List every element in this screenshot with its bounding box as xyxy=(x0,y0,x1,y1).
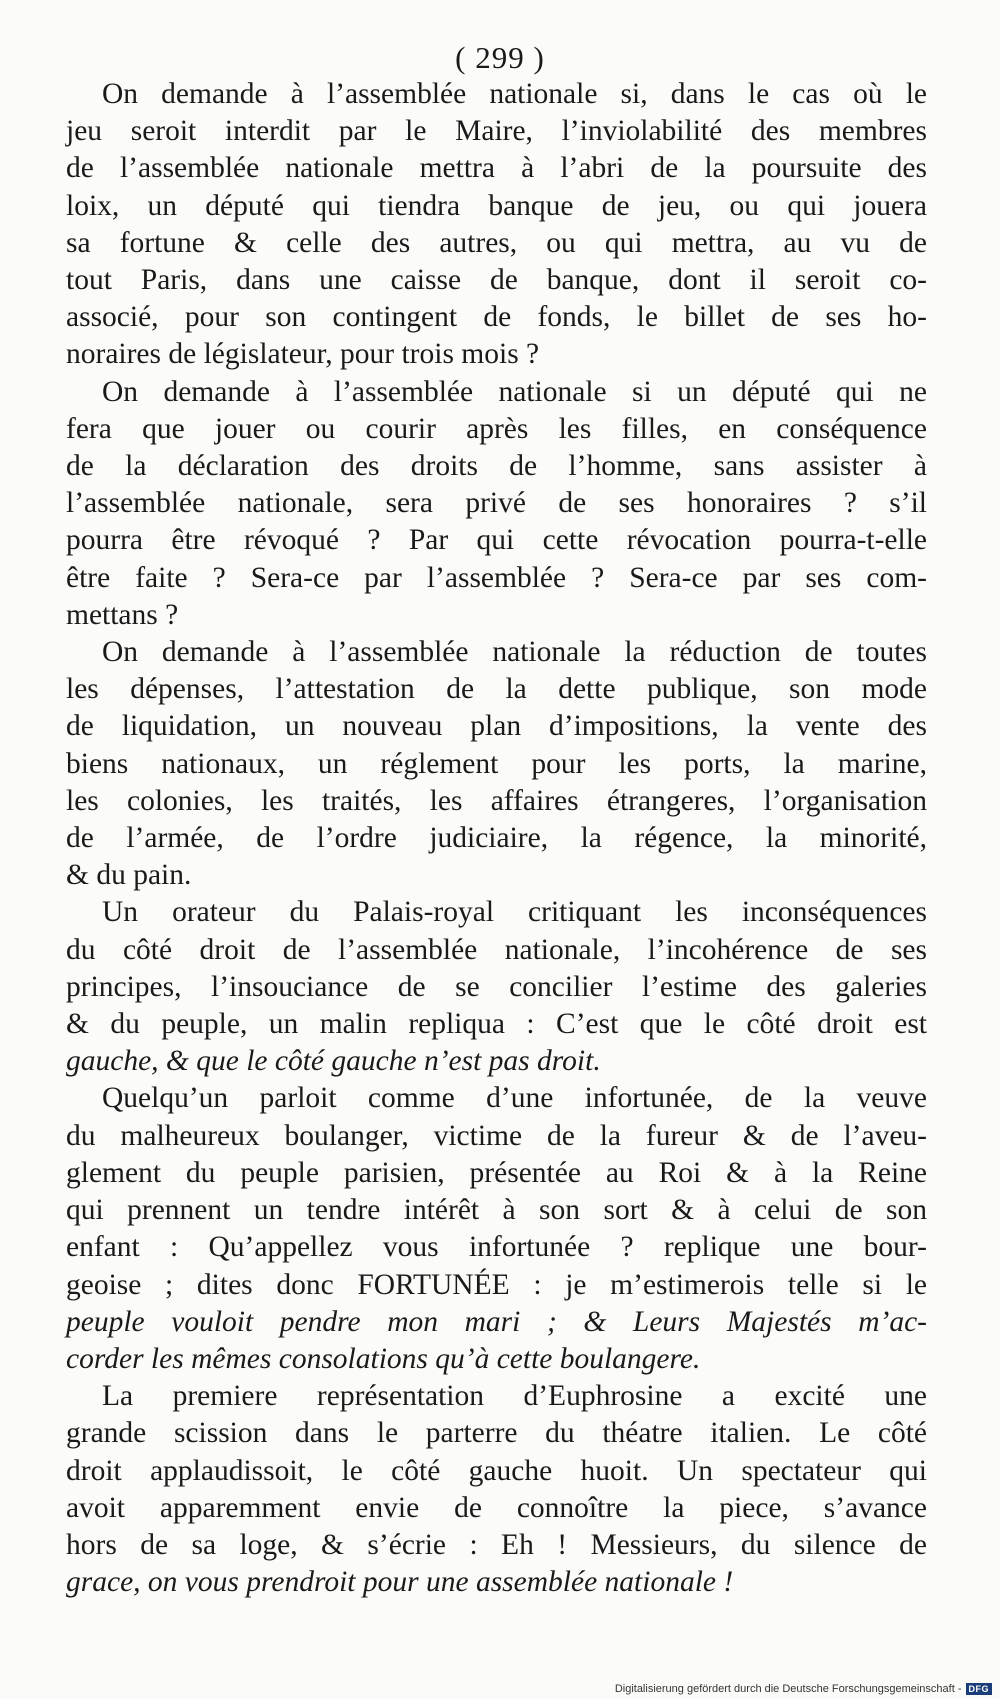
text-line: On demande à l’assemblée nationale la réduction de toutes xyxy=(102,636,927,669)
text-line: avoit apparemment envie de connoître la piece, s’avance xyxy=(66,1491,927,1524)
paragraph xyxy=(32,76,927,374)
text-line: les dépenses, l’attestation de la dette publique, son mode xyxy=(66,673,927,706)
credit-text: Digitalisierung gefördert durch die Deutsche Forschungsgemeinschaft - xyxy=(614,1683,962,1695)
paragraph xyxy=(32,1080,927,1378)
text-line: de l’armée, de l’ordre judiciaire, la régence, la minorité, xyxy=(66,822,927,855)
text-line: sa fortune & celle des autres, ou qui mettra, au vu de xyxy=(66,226,927,259)
text-line: jeu seroit interdit par le Maire, l’inviolabilité des membres xyxy=(66,115,927,148)
text-line: grace, on vous prendroit pour une assemblée nationale ! xyxy=(66,1566,734,1599)
text-line: Un orateur du Palais-royal critiquant les inconséquences xyxy=(102,896,927,929)
text-line: associé, pour son contingent de fonds, le billet de ses ho- xyxy=(66,301,927,334)
page-number: ( 299 ) xyxy=(455,40,545,75)
text-line: mettans ? xyxy=(66,598,179,631)
text-line: geoise ; dites donc FORTUNÉE : je m’estimerois telle si le xyxy=(66,1268,927,1301)
text-line: glement du peuple parisien, présentée au Roi & à la Reine xyxy=(66,1156,927,1189)
text-line: grande scission dans le parterre du théatre italien. Le côté xyxy=(66,1417,927,1450)
text-line: On demande à l’assemblée nationale si, dans le cas où le xyxy=(102,78,927,110)
paragraph xyxy=(32,1378,927,1601)
text-line: enfant : Qu’appellez vous infortunée ? replique une bour- xyxy=(66,1231,927,1264)
text-line: Quelqu’un parloit comme d’une infortunée, de la veuve xyxy=(102,1082,927,1115)
text-line: La premiere représentation d’Euphrosine a excité une xyxy=(102,1380,927,1413)
text-line: tout Paris, dans une caisse de banque, dont il seroit co- xyxy=(66,264,927,297)
text-line: principes, l’insouciance de se concilier l’estime des galeries xyxy=(66,970,927,1003)
text-line: gauche, & que le côté gauche n’est pas droit. xyxy=(66,1045,601,1078)
text-line: du côté droit de l’assemblée nationale, l’incohérence de ses xyxy=(66,933,927,966)
text-line: noraires de législateur, pour trois mois ? xyxy=(66,338,540,371)
paragraph xyxy=(32,634,927,894)
text-line: de la déclaration des droits de l’homme, sans assister à xyxy=(66,450,927,483)
text-line: être faite ? Sera-ce par l’assemblée ? Sera-ce par ses com- xyxy=(66,561,927,594)
text-line: peuple vouloit pendre mon mari ; & Leurs Majestés m’ac- xyxy=(66,1305,927,1338)
text-line: loix, un député qui tiendra banque de jeu, ou qui jouera xyxy=(66,189,927,222)
text-line: & du peuple, un malin repliqua : C’est que le côté droit est xyxy=(66,1008,927,1041)
text-line: biens nationaux, un réglement pour les ports, la marine, xyxy=(66,747,927,780)
text-line: les colonies, les traités, les affaires étrangeres, l’organisation xyxy=(66,784,927,817)
paragraph xyxy=(32,894,927,1080)
text-body xyxy=(32,76,927,1601)
text-line: & du pain. xyxy=(66,859,192,892)
paragraph xyxy=(32,374,927,634)
text-line: hors de sa loge, & s’écrie : Eh ! Messieurs, du silence de xyxy=(66,1528,927,1561)
text-line: qui prennent un tendre intérêt à son sort & à celui de son xyxy=(66,1194,927,1227)
text-line: corder les mêmes consolations qu’à cette boulangere. xyxy=(66,1342,701,1375)
text-line: de liquidation, un nouveau plan d’impositions, la vente des xyxy=(66,710,927,743)
text-line: du malheureux boulanger, victime de la fureur & de l’aveu- xyxy=(66,1119,927,1152)
text-line: On demande à l’assemblée nationale si un député qui ne xyxy=(102,375,927,408)
text-line: fera que jouer ou courir après les filles, en conséquence xyxy=(66,412,927,445)
digitization-credit xyxy=(615,1683,992,1695)
text-line: de l’assemblée nationale mettra à l’abri de la poursuite des xyxy=(66,152,927,185)
text-line: droit applaudissoit, le côté gauche huoit. Un spectateur qui xyxy=(66,1454,927,1487)
text-line: l’assemblée nationale, sera privé de ses honoraires ? s’il xyxy=(66,487,927,520)
dfg-logo: DFG xyxy=(966,1683,993,1695)
text-line: pourra être révoqué ? Par qui cette révocation pourra-t-elle xyxy=(66,524,927,557)
